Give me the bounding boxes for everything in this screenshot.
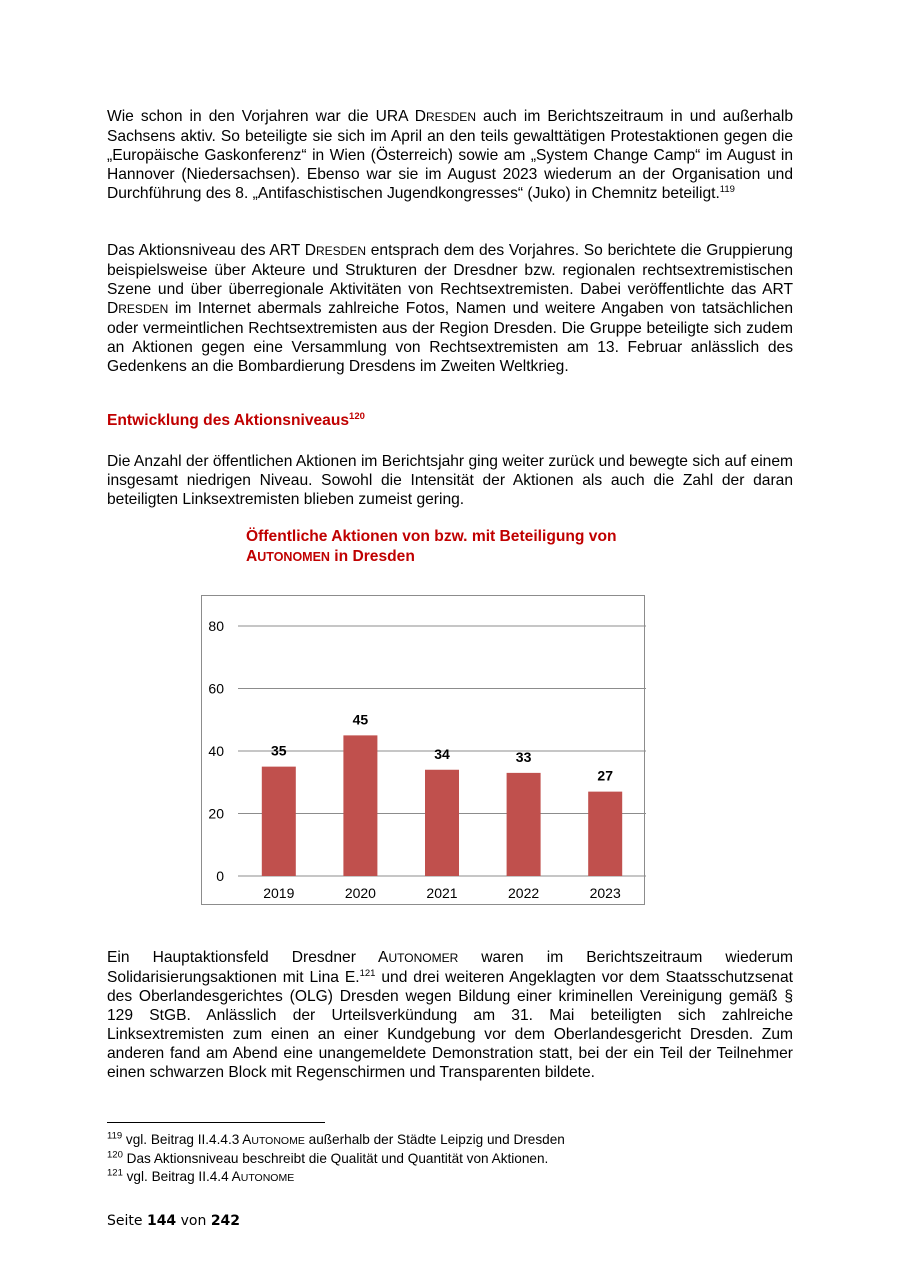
- footnote-121: [107, 1168, 294, 1187]
- chart-title-run: in Dresden: [329, 547, 415, 565]
- text-run: waren im Berichtszeitraum wiederum Solidarisierungsaktionen mit Lina E.: [107, 949, 793, 986]
- page-prefix: Seite: [107, 1213, 147, 1229]
- footnote-text: vgl. Beitrag II.4.4.3 A: [122, 1132, 252, 1147]
- smallcaps-run: RESDEN: [425, 110, 476, 124]
- footnote-text: Das Aktionsniveau beschreibt die Qualität und Quantität von Aktionen.: [122, 1151, 549, 1166]
- text-run: Wie schon in den Vorjahren war die URA D: [107, 108, 426, 125]
- y-tick-label: 0: [216, 868, 224, 884]
- bar-2023: [588, 792, 622, 876]
- heading-text: Entwicklung des Aktionsniveaus: [107, 412, 350, 429]
- footnote-ref-121[interactable]: 121: [359, 967, 376, 979]
- data-label-2021: 34: [434, 745, 450, 762]
- current-page: 144: [146, 1213, 177, 1229]
- x-tick-label-2021: 2021: [426, 885, 458, 901]
- y-tick-label: 80: [208, 618, 224, 634]
- chart-title-smallcaps: UTONOMEN: [257, 549, 330, 564]
- paragraph-hauptaktionsfeld: [107, 948, 793, 1082]
- footnote-120: [107, 1150, 548, 1169]
- data-label-2023: 27: [597, 767, 613, 784]
- footnote-smallcaps: UTONOME: [240, 1172, 295, 1184]
- paragraph-ura-dresden: [107, 107, 793, 203]
- data-label-2019: 35: [271, 742, 287, 759]
- text-run: Das Aktionsniveau des ART D: [107, 242, 316, 259]
- y-tick-label: 40: [208, 743, 224, 759]
- section-heading: [107, 411, 365, 431]
- footnote-text: vgl. Beitrag II.4.4 A: [122, 1169, 241, 1184]
- paragraph-art-dresden: [107, 241, 793, 376]
- chart-title-run: A: [246, 547, 258, 565]
- y-tick-label: 20: [208, 805, 224, 822]
- bar-2020: [343, 735, 377, 876]
- footnote-119: [107, 1131, 565, 1150]
- smallcaps-run: UTONOMER: [388, 951, 459, 965]
- text-run: im Internet abermals zahlreiche Fotos, Namen und weitere Angaben von tatsächlichen oder vermeintlichen Rechtsextremisten aus der Region Dresden. Die Gruppe beteiligte sich zudem an Aktionen gegen eine Versammlung von Rechtsextremisten am 13. Februar anlässlich des Gedenkens an die Bombardierung Dresdens im Zweiten Weltkrieg.: [107, 300, 793, 375]
- text-run: Ein Hauptaktionsfeld Dresdner A: [107, 949, 389, 966]
- bar-chart: [201, 595, 645, 905]
- chart-title: [246, 527, 617, 567]
- footnote-divider: [107, 1122, 325, 1123]
- x-tick-label-2022: 2022: [508, 885, 540, 901]
- page-separator: von: [176, 1213, 211, 1229]
- footnote-ref-120[interactable]: 120: [349, 410, 365, 422]
- footnote-number: 119: [107, 1130, 123, 1142]
- page-number: [107, 1212, 240, 1230]
- data-label-2022: 33: [515, 748, 532, 765]
- text-run: und drei weiteren Angeklagten vor dem Staatsschutzsenat des Oberlandesgerichtes (OLG) Dresden wegen Bildung einer kriminellen Vereinigung gemäß § 129 StGB. Anlässlich der Urteilsverkündung am 31. Mai beteiligten sich zahlreiche Linksextremisten zum einen an einer Kundgebung vor dem Oberlandesgericht Dresden. Zum anderen fand am Abend eine unangemeldete Demonstration statt, bei der ein Teil der Teilnehmer einen schwarzen Block mit Regenschirmen und Transparenten bildete.: [107, 969, 793, 1081]
- x-tick-label-2019: 2019: [263, 885, 295, 901]
- data-label-2020: 45: [352, 711, 369, 728]
- smallcaps-run: RESDEN: [316, 244, 367, 258]
- bar-chart-svg: [202, 596, 646, 906]
- footnote-text: außerhalb der Städte Leipzig und Dresden: [304, 1132, 565, 1147]
- bar-2022: [507, 773, 541, 876]
- bar-2021: [425, 770, 459, 876]
- smallcaps-run: RESDEN: [118, 302, 169, 316]
- paragraph-aktionsniveau: Die Anzahl der öffentlichen Aktionen im Berichtsjahr ging weiter zurück und bewegte sich auf einem insgesamt niedrigen Niveau. Sowohl die Intensität der Aktionen als auch die Zahl der daran beteiligten Linksextremisten blieben zumeist gering.: [107, 453, 793, 508]
- footnote-ref-119[interactable]: 119: [719, 183, 735, 195]
- x-tick-label-2023: 2023: [589, 885, 621, 901]
- footnote-smallcaps: UTONOME: [251, 1135, 305, 1147]
- total-pages: 242: [210, 1213, 241, 1229]
- bar-2019: [262, 767, 296, 876]
- text-run: auch im Berichtszeitraum in und außerhalb Sachsens aktiv. So beteiligte sie sich im April an den teils gewalttätigen Protestaktionen gegen die „Europäische Gaskonferenz“ in Wien (Österreich) sowie am „System Change Camp“ im August in Hannover (Niedersachsen). Ebenso war sie im August 2023 wiederum an der Organisation und Durchführung des 8. „Antifaschistischen Jugendkongresses“ (Juko) in Chemnitz beteiligt.: [107, 108, 793, 202]
- footnote-number: 120: [107, 1149, 123, 1161]
- footnote-number: 121: [107, 1167, 123, 1179]
- chart-title-line1: Öffentliche Aktionen von bzw. mit Beteiligung von: [246, 528, 617, 545]
- y-tick-label: 60: [208, 680, 224, 697]
- text-run: entsprach dem des Vorjahres. So berichtete die Gruppierung beispielsweise über Akteure und Strukturen der Dresdner bzw. regionalen rechtsextremistischen Szene und über überregionale Aktivitäten von Rechtsextremisten. Dabei veröffentlichte das ART D: [107, 242, 793, 317]
- x-tick-label-2020: 2020: [344, 885, 376, 901]
